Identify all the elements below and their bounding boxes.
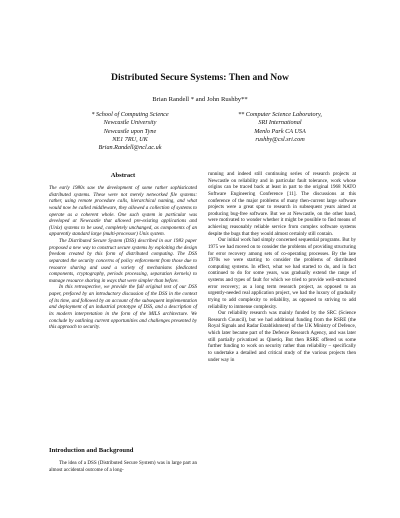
- abstract-paragraph: In this retrospective, we provide the full original text of our DSS paper, prefaced by an introductory discussion of the DSS in the context of its time, and followed by an account of the subsequent implementation and deployment of an industrial prototype of DSS, and a description of its modern interpretation in the form of the MILS architecture. We conclude by outlining current opportunities and challenges presented by this approach to security.: [49, 284, 197, 331]
- affiliation-line: NE1 7RU, UK: [112, 135, 148, 143]
- body-paragraph: Our reliability research was mainly funded by the SRC (Science Research Council), but we had additional funding from the RSRE (the Royal Signals and Radar Establishment) of the UK Ministry of Defence, which later became part of the Defence Research Agency, and was later still partially privatized as Qinetiq. But then RSRE offered us some further funding to work on security rather than reliability – specifically to undertake a detailed and critical study of the various projects then under way in: [208, 310, 356, 363]
- introduction-body: [49, 460, 197, 473]
- right-column-body: [208, 171, 356, 363]
- paper-authors: Brian Randell * and John Rushby**: [152, 96, 248, 103]
- affiliation-sri: [210, 111, 350, 144]
- body-paragraph: Our initial work had simply concerned sequential programs. But by 1975 we had moved on to consider the problems of providing structuring for error recovery among sets of co-operating processes. By the late 1970s we were starting to consider the problems of distributed computing systems. In effect, what we had started to do, and in fact continued to do for some years, was gradually extend the range of systems and types of fault for which we tried to provide well-structured error recovery; as a long term research project, as opposed to an urgently-needed real application project, we had the luxury of gradually trying to add complexity to reliability, as opposed to striving to add reliability to immense complexity.: [208, 237, 356, 310]
- body-paragraph: running and indeed still continuing series of research projects at Newcastle on reliability and in particular fault tolerance, work whose origins can be traced back at least in part to the original 1968 NATO Software Engineering Conference [11]. The discussions at this conference of the major problems of many then-current large software projects were a great spur to research in subsequent years aimed at producing bug-free software. But we at Newcastle, on the other hand, were motivated to wonder whether it might be possible to find means of achieving reasonably reliable service from complex software systems despite the bugs that they would almost certainly still contain.: [208, 171, 356, 237]
- body-paragraph: The idea of a DSS (Distributed Secure System) was in large part an almost accidental outcome of a long-: [49, 460, 197, 473]
- section-heading-introduction: Introduction and Background: [49, 447, 134, 454]
- abstract-body: [49, 185, 197, 331]
- affiliation-line: SRI International: [258, 119, 302, 127]
- abstract-paragraph: The Distributed Secure System (DSS) described in our 1983 paper proposed a new way to construct secure systems by exploiting the design freedom created by this form of distributed computing. The DSS separated the security concerns of policy enforcement from those due to resource sharing and used a variety of mechanisms (dedicated components, cryptography, periods processing, separation kernels) to manage resource sharing in ways that were simpler than before.: [49, 238, 197, 284]
- affiliation-newcastle: [66, 111, 194, 152]
- abstract-paragraph: The early 1980s saw the development of some rather sophisticated distributed systems. These were not merely networked file systems: rather, using remote procedure calls, hierarchical naming, and what would now be called middleware, they allowed a collection of systems to operate as a coherent whole. One such system in particular was developed at Newcastle that allowed pre-existing applications and (Unix) systems to be used, completely unchanged, as components of an apparently standard large (multi-processor) Unix system.: [49, 185, 197, 238]
- abstract-heading: Abstract: [110, 172, 136, 179]
- affiliation-line: ** Computer Science Laboratory,: [238, 111, 322, 118]
- affiliation-line: Newcastle upon Tyne: [103, 127, 157, 135]
- affiliation-line: * School of Computing Science: [91, 111, 169, 118]
- affiliation-line: Newcastle University: [103, 119, 157, 127]
- affiliation-line: Menlo Park CA USA: [254, 127, 306, 135]
- affiliation-email: Brian.Randell@ncl.ac.uk: [98, 144, 162, 152]
- affiliation-email: rushby@csl.sri.com: [255, 135, 305, 143]
- paper-title: Distributed Secure Systems: Then and Now: [111, 72, 289, 83]
